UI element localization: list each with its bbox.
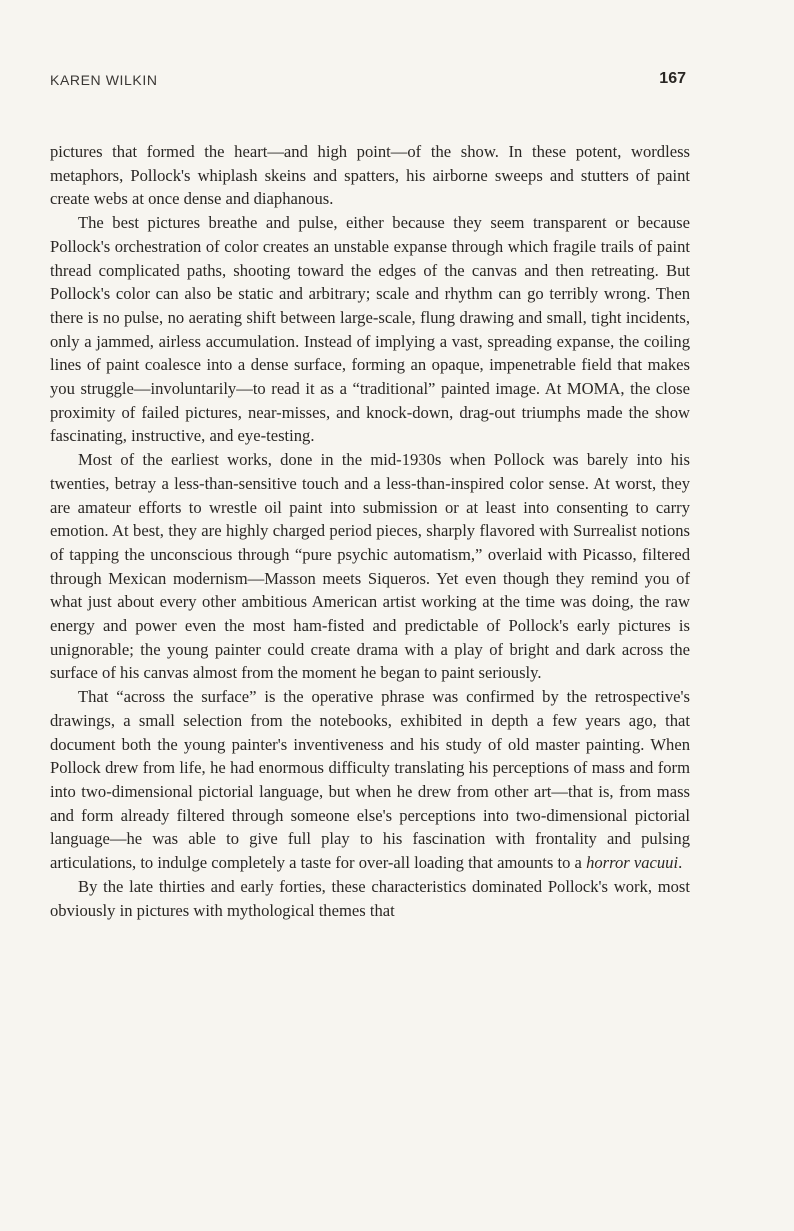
paragraph-3: Most of the earliest works, done in the mid-1930s when Pollock was barely into his twenties, betray a less-than-sensitive touch and a less-than-inspired color sense. At worst, they are amateur efforts to wrestle oil paint into submission or at least into consenting to carry emotion. At best, they are highly charged period pieces, sharply flavored with Surrealist notions of tapping the unconscious through “pure psychic automatism,” overlaid with Picasso, filtered through Mexican modernism—Masson meets Siqueros. Yet even though they remind you of what just about every other ambitious American artist working at the time was doing, the raw energy and power even the most ham-fisted and predictable of Pollock's early pictures is unignorable; the young painter could create drama with a play of bright and dark across the surface of his canvas almost from the moment he began to paint seriously.: [50, 450, 690, 683]
paragraph-2: The best pictures breathe and pulse, either because they seem transparent or because Pollock's orchestration of color creates an unstable expanse through which fragile trails of paint thread complicated paths, shooting toward the edges of the canvas and then retreating. But Pollock's color can also be static and arbitrary; scale and rhythm can go terribly wrong. Then there is no pulse, no aerating shift between large-scale, flung drawing and small, tight incidents, only a jammed, airless accumulation. Instead of implying a vast, spreading expanse, the coiling lines of paint coalesce into a dense surface, forming an opaque, impenetrable field that makes you struggle—involuntarily—to read it as a “traditional” painted image. At MOMA, the close proximity of failed pictures, near-misses, and knock-down, drag-out triumphs made the show fascinating, instructive, and eye-testing.: [50, 213, 690, 446]
paragraph-1: pictures that formed the heart—and high point—of the show. In these potent, wordless metaphors, Pollock's whiplash skeins and spatters, his airborne sweeps and stutters of paint create webs at once dense and diaphanous.: [50, 142, 690, 209]
body-text: [50, 140, 690, 922]
paragraph-4-italic-phrase: horror vacuui: [586, 853, 679, 873]
paragraph-4-end: .: [678, 853, 683, 873]
paragraph-4-text: That “across the surface” is the operative phrase was confirmed by the retrospective's drawings, a small selection from the notebooks, exhibited in depth a few years ago, that document both the young painter's inventiveness and his study of old master painting. When Pollock drew from life, he had enormous difficulty translating his perceptions of mass and form into two-dimensional pictorial language, but when he drew from other art—that is, from mass and form already filtered through someone else's perceptions into two-dimensional pictorial language—he was able to give full play to his fascination with frontality and pulsing articulations, to indulge completely a taste for over-all loading that amounts to a: [50, 687, 690, 873]
running-head-author: KAREN WILKIN: [50, 72, 158, 88]
paragraph-5: By the late thirties and early forties, these characteristics dominated Pollock's work, most obviously in pictures with mythological themes that: [50, 876, 690, 920]
page-number: 167: [659, 70, 686, 87]
running-head: [50, 72, 686, 94]
paragraph-4: [50, 685, 690, 875]
